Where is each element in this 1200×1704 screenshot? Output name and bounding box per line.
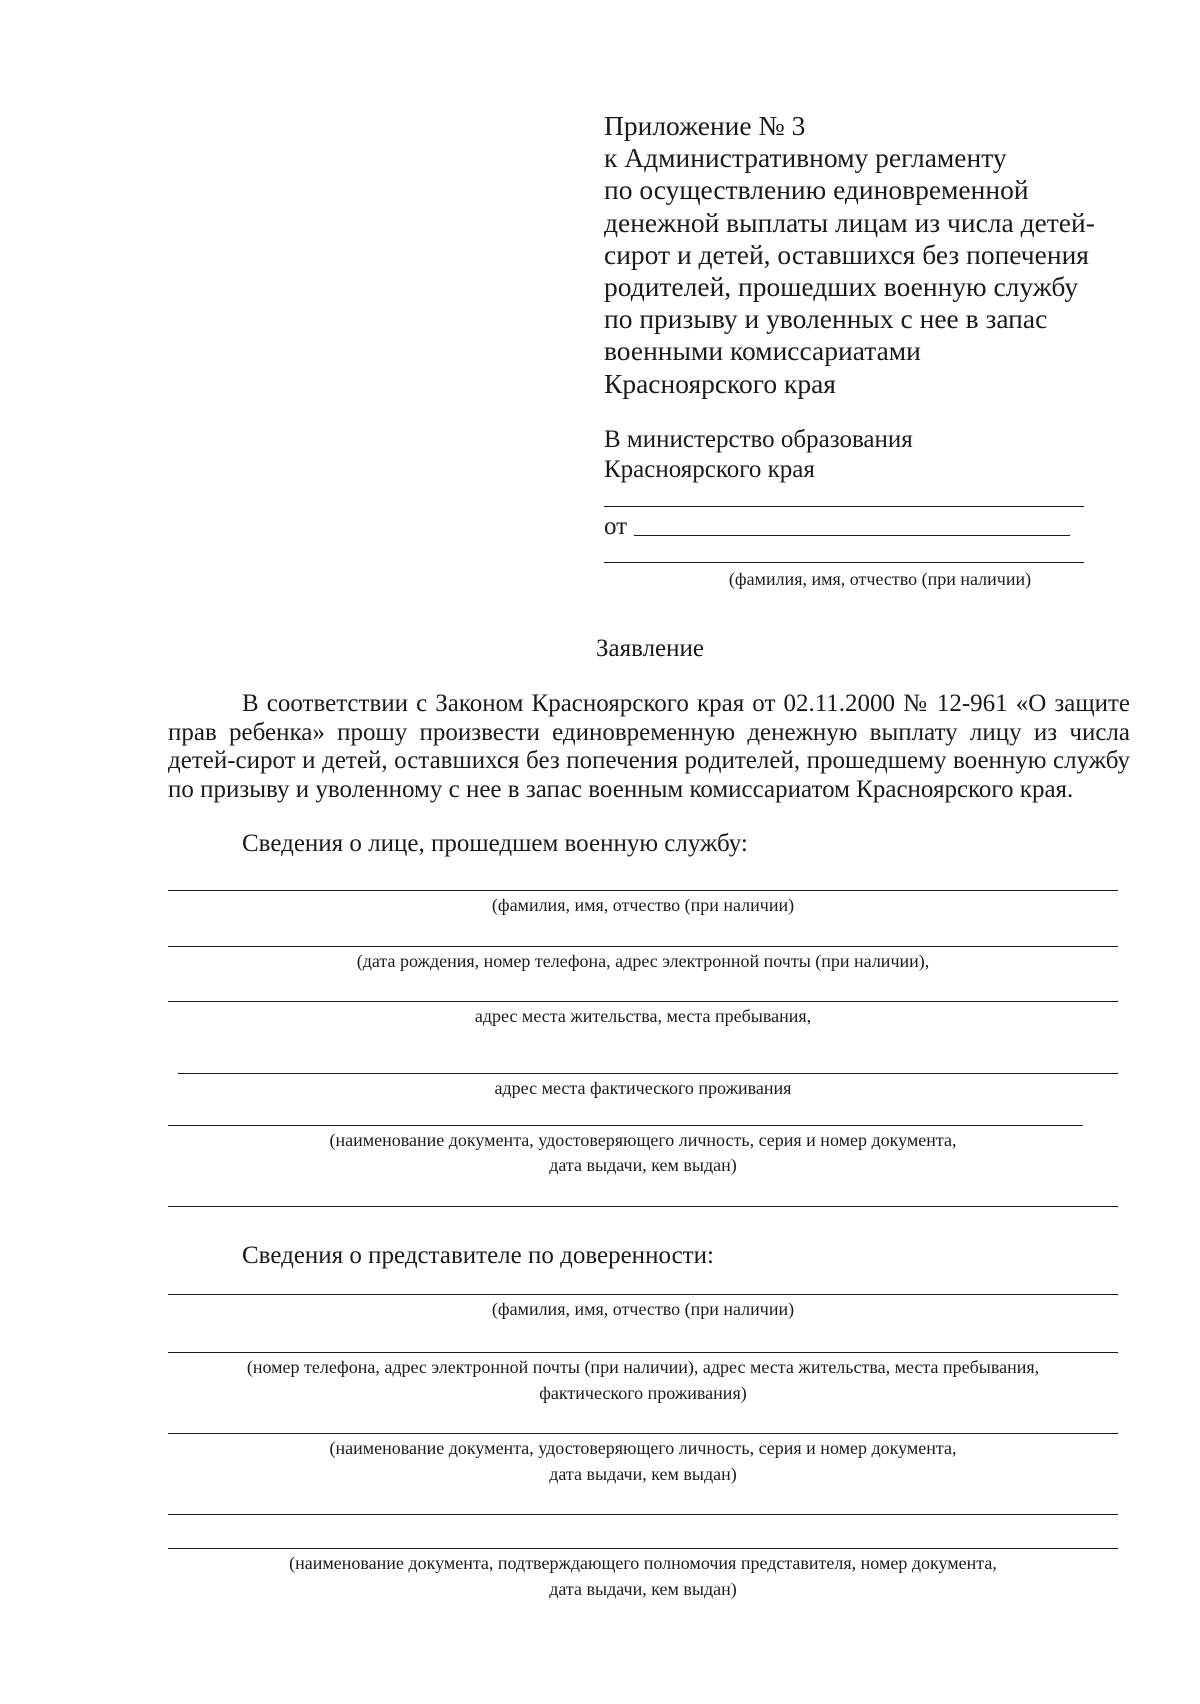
representative-authority-line[interactable] xyxy=(168,1548,1118,1549)
section-representative-heading: Сведения о представителе по доверенности: xyxy=(242,1242,714,1269)
annex-header xyxy=(604,110,1095,400)
annex-line: денежной выплаты лицам из числа детей- xyxy=(604,206,1095,238)
representative-contacts-caption: (номер телефона, адрес электронной почты (при наличии), адрес места жительства, места пребывания, xyxy=(246,1357,1040,1377)
addressee-line: В министерство образования xyxy=(604,426,913,453)
annex-line: Приложение № 3 xyxy=(604,110,806,141)
annex-line: к Административному регламенту xyxy=(604,142,1007,174)
annex-line: военными комиссариатами xyxy=(604,335,921,367)
addressee-line: Красноярского края xyxy=(604,455,815,483)
serviceman-name-line[interactable] xyxy=(168,890,1118,891)
representative-id-document-line[interactable] xyxy=(168,1433,1118,1434)
serviceman-residence-caption: адрес места жительства, места пребывания, xyxy=(474,1006,812,1026)
serviceman-id-document-line[interactable] xyxy=(168,1125,1083,1126)
from-field-line[interactable] xyxy=(634,535,1070,536)
representative-name-caption: (фамилия, имя, отчество (при наличии) xyxy=(491,1299,795,1319)
serviceman-residence-line[interactable] xyxy=(168,1001,1118,1002)
section-serviceman-heading: Сведения о лице, прошедшем военную службу: xyxy=(242,830,748,857)
addressee-block xyxy=(604,425,913,484)
annex-line: родителей, прошедших военную службу xyxy=(604,271,1079,303)
annex-line: по призыву и уволенных с нее в запас xyxy=(604,303,1048,335)
representative-contacts-caption-2: фактического проживания) xyxy=(539,1383,747,1403)
representative-name-line[interactable] xyxy=(168,1294,1118,1295)
body-paragraph: В соответствии с Законом Красноярского края от 02.11.2000 № 12-961 «О защите прав ребенка» прошу произвести единовременную денежную выплату лицу из числа детей-сирот и детей, оставшихся без попечения родителей, прошедшему военную службу по призыву и уволенному с нее в запас военным комиссариатом Красноярского края. xyxy=(168,690,1130,803)
representative-extra-line[interactable] xyxy=(168,1514,1118,1515)
annex-line: Красноярского края xyxy=(604,367,836,399)
representative-authority-caption: (наименование документа, подтверждающего полномочия представителя, номер документа, xyxy=(289,1553,997,1573)
representative-contacts-line[interactable] xyxy=(168,1352,1118,1353)
representative-id-document-caption: (наименование документа, удостоверяющего личность, серия и номер документа, xyxy=(329,1438,957,1458)
applicant-line-1[interactable] xyxy=(604,506,1084,507)
serviceman-contacts-line[interactable] xyxy=(168,946,1118,947)
from-label: от xyxy=(604,513,628,540)
document-title: Заявление xyxy=(595,635,705,662)
representative-authority-caption-2: дата выдачи, кем выдан) xyxy=(549,1579,737,1599)
from-caption: (фамилия, имя, отчество (при наличии) xyxy=(728,569,1032,589)
applicant-line-3[interactable] xyxy=(604,562,1084,563)
serviceman-actual-address-line[interactable] xyxy=(178,1073,1118,1074)
serviceman-extra-line[interactable] xyxy=(168,1206,1118,1207)
representative-id-document-caption-2: дата выдачи, кем выдан) xyxy=(549,1464,737,1484)
annex-line: сирот и детей, оставшихся без попечения xyxy=(604,238,1089,270)
serviceman-name-caption: (фамилия, имя, отчество (при наличии) xyxy=(491,895,795,915)
serviceman-id-document-caption-2: дата выдачи, кем выдан) xyxy=(549,1155,737,1175)
serviceman-actual-address-caption: адрес места фактического проживания xyxy=(494,1078,792,1098)
annex-line: по осуществлению единовременной xyxy=(604,174,1029,206)
serviceman-contacts-caption: (дата рождения, номер телефона, адрес электронной почты (при наличии), xyxy=(356,951,930,971)
serviceman-id-document-caption: (наименование документа, удостоверяющего личность, серия и номер документа, xyxy=(329,1130,957,1150)
